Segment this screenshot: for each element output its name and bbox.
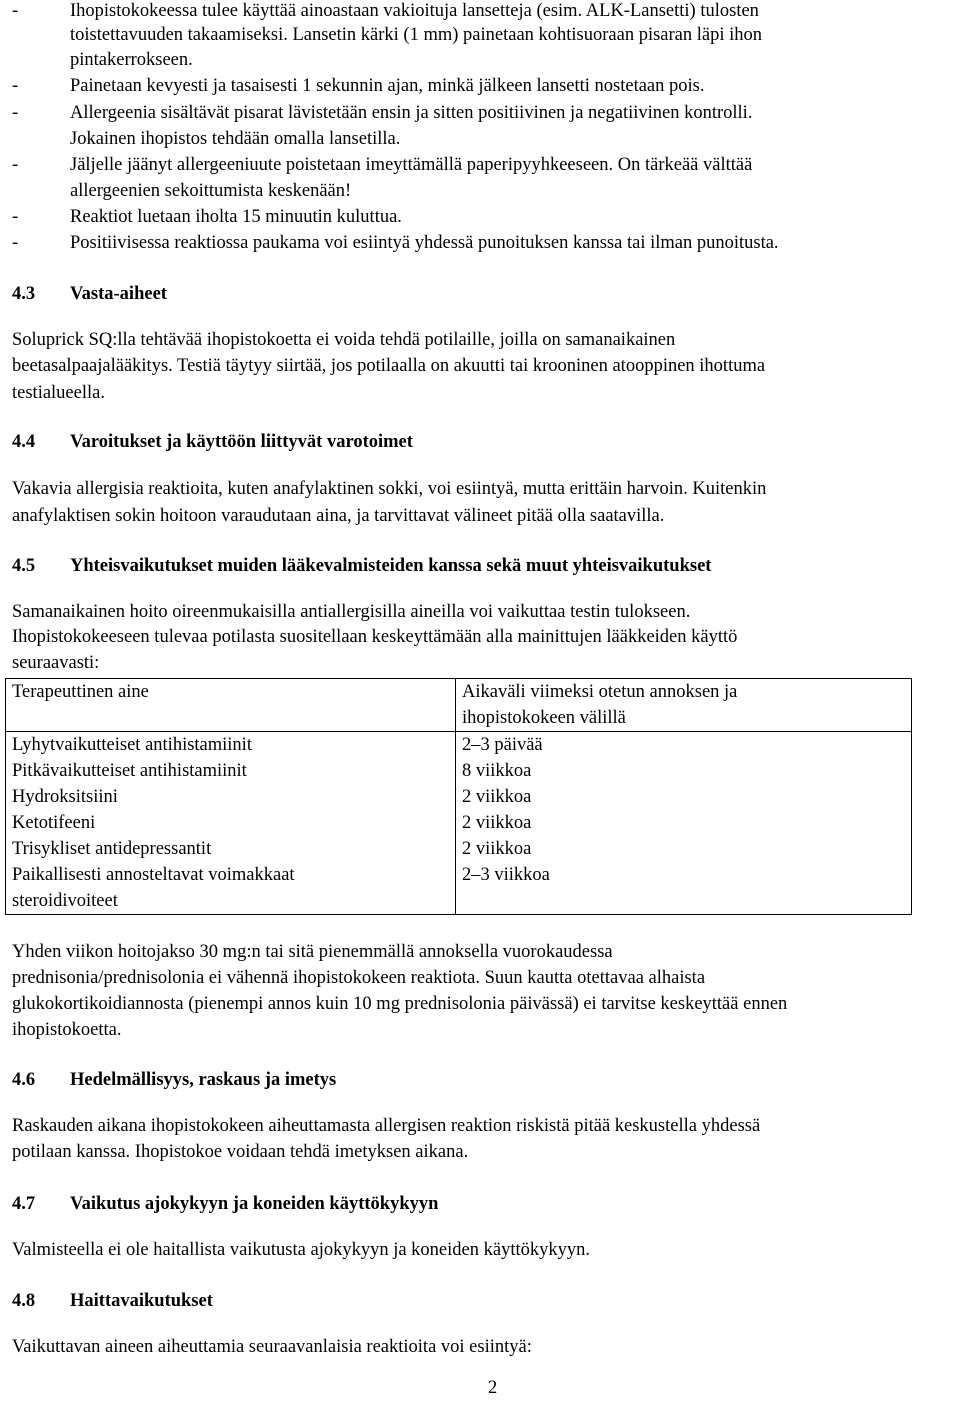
section-heading: Varoitukset ja käyttöön liittyvät varotoimet — [70, 432, 413, 452]
substance-name: Trisykliset antidepressantit — [12, 839, 212, 859]
substance-name: Pitkävaikutteiset antihistamiinit — [12, 761, 247, 781]
paragraph-line: anafylaktisen sokin hoitoon varaudutaan aina, ja tarvittavat välineet pitää olla saatavilla. — [12, 506, 665, 526]
bullet-text: Painetaan kevyesti ja tasaisesti 1 sekunnin ajan, minkä jälkeen lansetti nostetaan pois. — [70, 76, 705, 96]
bullet-dash: - — [12, 233, 19, 253]
medication-table — [5, 678, 912, 915]
table-header-text: ihopistokokeen välillä — [462, 708, 626, 728]
bullet-text: Jokainen ihopistos tehdään omalla lansetilla. — [70, 129, 401, 149]
paragraph-line: seuraavasti: — [12, 653, 100, 673]
paragraph-line: glukokortikoidiannosta (pienempi annos kuin 10 mg prednisolonia päivässä) ei tarvitse keskeyttää ennen — [12, 994, 788, 1014]
substance-name: steroidivoiteet — [12, 891, 118, 911]
section-heading: Vasta-aiheet — [70, 284, 167, 304]
bullet-dash: - — [12, 155, 19, 175]
bullet-dash: - — [12, 1, 19, 21]
table-row — [6, 732, 912, 915]
table-cell-substance — [6, 732, 456, 915]
bullet-text: Positiivisessa reaktiossa paukama voi esiintyä yhdessä punoituksen kanssa tai ilman punoitusta. — [70, 233, 779, 253]
table-cell-interval — [456, 732, 912, 915]
paragraph-line: Ihopistokokeeseen tulevaa potilasta suositellaan keskeyttämään alla mainittujen lääkkeiden käyttö — [12, 627, 738, 647]
substance-name: Paikallisesti annosteltavat voimakkaat — [12, 865, 295, 885]
paragraph-line: Yhden viikon hoitojakso 30 mg:n tai sitä pienemmällä annoksella vuorokaudessa — [12, 942, 613, 962]
section-heading: Haittavaikutukset — [70, 1291, 213, 1311]
section-heading: Hedelmällisyys, raskaus ja imetys — [70, 1070, 337, 1090]
table-header-cell — [6, 679, 456, 732]
paragraph-line: Soluprick SQ:lla tehtävää ihopistokoetta ei voida tehdä potilaille, joilla on samanaikainen — [12, 330, 676, 350]
section-number: 4.4 — [12, 432, 36, 452]
bullet-dash: - — [12, 76, 19, 96]
paragraph-line: potilaan kanssa. Ihopistokoe voidaan tehdä imetyksen aikana. — [12, 1142, 469, 1162]
interval-value: 2 viikkoa — [462, 813, 532, 833]
table-header-cell — [456, 679, 912, 732]
bullet-dash: - — [12, 103, 19, 123]
paragraph-line: Vaikuttavan aineen aiheuttamia seuraavanlaisia reaktioita voi esiintyä: — [12, 1337, 532, 1357]
paragraph-line: Raskauden aikana ihopistokokeen aiheuttamasta allergisen reaktion riskistä pitää keskustella yhdessä — [12, 1116, 761, 1136]
table-header-text: Terapeuttinen aine — [12, 682, 149, 702]
table-header-text: Aikaväli viimeksi otetun annoksen ja — [462, 682, 738, 702]
bullet-text: allergeenien sekoittumista keskenään! — [70, 181, 352, 201]
paragraph-line: Vakavia allergisia reaktioita, kuten anafylaktinen sokki, voi esiintyä, mutta erittäin harvoin. Kuitenkin — [12, 479, 767, 499]
paragraph-line: testialueella. — [12, 383, 105, 403]
substance-name: Ketotifeeni — [12, 813, 96, 833]
bullet-text: pintakerrokseen. — [70, 50, 193, 70]
bullet-text: Reaktiot luetaan iholta 15 minuutin kuluttua. — [70, 207, 402, 227]
interval-value: 2–3 viikkoa — [462, 865, 550, 885]
bullet-text: Ihopistokokeessa tulee käyttää ainoastaan vakioituja lansetteja (esim. ALK-Lansetti) tulosten — [70, 1, 759, 21]
interval-value: 2–3 päivää — [462, 735, 543, 755]
substance-name: Lyhytvaikutteiset antihistamiinit — [12, 735, 252, 755]
interval-value: 2 viikkoa — [462, 787, 532, 807]
page-number: 2 — [488, 1378, 498, 1398]
section-number: 4.6 — [12, 1070, 36, 1090]
paragraph-line: Valmisteella ei ole haitallista vaikutusta ajokykyyn ja koneiden käyttökykyyn. — [12, 1240, 590, 1260]
section-number: 4.8 — [12, 1291, 36, 1311]
paragraph-line: ihopistokoetta. — [12, 1020, 122, 1040]
bullet-text: Jäljelle jäänyt allergeeniuute poistetaan imeyttämällä paperipyyhkeeseen. On tärkeää välttää — [70, 155, 753, 175]
paragraph-line: beetasalpaajalääkitys. Testiä täytyy siirtää, jos potilaalla on akuutti tai krooninen atooppinen ihottuma — [12, 356, 766, 376]
section-heading: Yhteisvaikutukset muiden lääkevalmisteiden kanssa sekä muut yhteisvaikutukset — [70, 556, 712, 576]
bullet-dash: - — [12, 207, 19, 227]
table-header-row — [6, 679, 912, 732]
substance-name: Hydroksitsiini — [12, 787, 118, 807]
paragraph-line: prednisonia/prednisolonia ei vähennä ihopistokokeen reaktiota. Suun kautta otettavaa alhaista — [12, 968, 706, 988]
section-heading: Vaikutus ajokykyyn ja koneiden käyttökykyyn — [70, 1194, 439, 1214]
interval-value: 8 viikkoa — [462, 761, 532, 781]
bullet-text: Allergeenia sisältävät pisarat lävistetään ensin ja sitten positiivinen ja negatiivinen kontrolli. — [70, 103, 753, 123]
paragraph-line: Samanaikainen hoito oireenmukaisilla antiallergisilla aineilla voi vaikuttaa testin tulokseen. — [12, 602, 691, 622]
bullet-text: toistettavuuden takaamiseksi. Lansetin kärki (1 mm) painetaan kohtisuoraan pisaran läpi ihon — [70, 25, 763, 45]
interval-value: 2 viikkoa — [462, 839, 532, 859]
section-number: 4.5 — [12, 556, 36, 576]
section-number: 4.7 — [12, 1194, 36, 1214]
section-number: 4.3 — [12, 284, 36, 304]
